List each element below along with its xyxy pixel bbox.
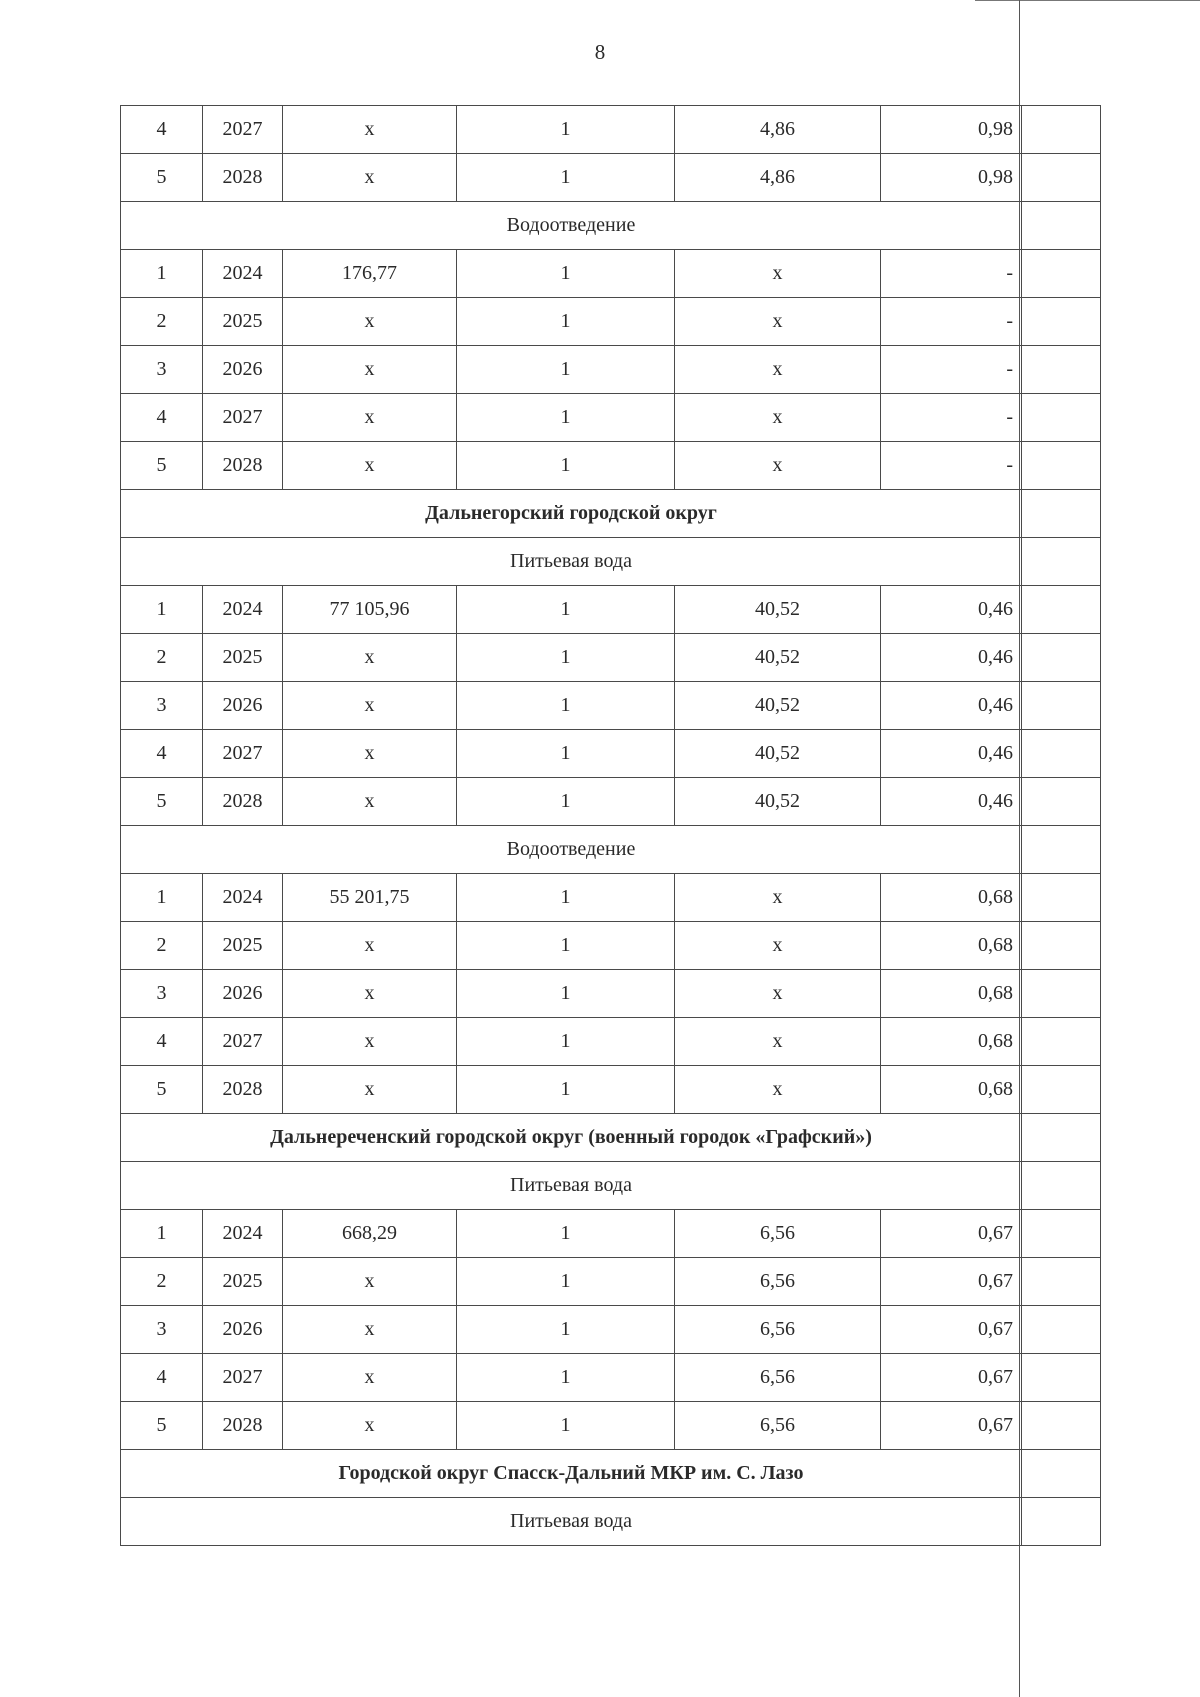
table-row <box>121 298 1101 346</box>
value-cell: 0,46 <box>881 778 1022 826</box>
value-cell: 0,68 <box>881 970 1022 1018</box>
year-cell: 2027 <box>203 730 283 778</box>
row-number-cell: 1 <box>121 1210 203 1258</box>
margin-cell <box>1022 250 1101 298</box>
value-cell: 40,52 <box>675 730 881 778</box>
index-cell: 1 <box>457 874 675 922</box>
value-cell: 0,68 <box>881 1018 1022 1066</box>
value-cell: 0,67 <box>881 1210 1022 1258</box>
table-row <box>121 634 1101 682</box>
row-number-cell: 1 <box>121 250 203 298</box>
value-cell: 0,68 <box>881 922 1022 970</box>
table-row <box>121 586 1101 634</box>
value-cell: x <box>283 730 457 778</box>
value-cell: 0,46 <box>881 682 1022 730</box>
index-cell: 1 <box>457 154 675 202</box>
row-number-cell: 5 <box>121 1402 203 1450</box>
margin-cell <box>1022 442 1101 490</box>
index-cell: 1 <box>457 394 675 442</box>
value-cell: 0,98 <box>881 154 1022 202</box>
year-cell: 2026 <box>203 682 283 730</box>
section-title: Дальнереченский городской округ (военный городок «Графский») <box>121 1114 1022 1162</box>
margin-cell <box>1022 1114 1101 1162</box>
value-cell: x <box>283 1018 457 1066</box>
value-cell: x <box>283 682 457 730</box>
table-row <box>121 970 1101 1018</box>
section-title: Питьевая вода <box>121 1498 1022 1546</box>
margin-cell <box>1022 1402 1101 1450</box>
value-cell: x <box>675 442 881 490</box>
value-cell: x <box>675 250 881 298</box>
margin-cell <box>1022 586 1101 634</box>
index-cell: 1 <box>457 442 675 490</box>
section-title: Питьевая вода <box>121 1162 1022 1210</box>
margin-cell <box>1022 154 1101 202</box>
value-cell: x <box>675 922 881 970</box>
value-cell: - <box>881 298 1022 346</box>
value-cell: 6,56 <box>675 1258 881 1306</box>
section-header-service <box>121 1498 1101 1546</box>
value-cell: 6,56 <box>675 1354 881 1402</box>
margin-cell <box>1022 874 1101 922</box>
value-cell: x <box>283 1306 457 1354</box>
table-row <box>121 1402 1101 1450</box>
value-cell: - <box>881 394 1022 442</box>
scan-edge-top <box>975 0 1200 1</box>
margin-cell <box>1022 538 1101 586</box>
value-cell: 0,67 <box>881 1306 1022 1354</box>
table-row <box>121 1306 1101 1354</box>
margin-cell <box>1022 922 1101 970</box>
margin-cell <box>1022 634 1101 682</box>
margin-cell <box>1022 1162 1101 1210</box>
index-cell: 1 <box>457 730 675 778</box>
year-cell: 2024 <box>203 586 283 634</box>
year-cell: 2027 <box>203 1354 283 1402</box>
row-number-cell: 3 <box>121 682 203 730</box>
value-cell: x <box>283 634 457 682</box>
value-cell: 0,67 <box>881 1354 1022 1402</box>
value-cell: 77 105,96 <box>283 586 457 634</box>
table-row <box>121 106 1101 154</box>
value-cell: 668,29 <box>283 1210 457 1258</box>
section-header-district <box>121 1114 1101 1162</box>
index-cell: 1 <box>457 298 675 346</box>
table-row <box>121 1018 1101 1066</box>
row-number-cell: 4 <box>121 1018 203 1066</box>
index-cell: 1 <box>457 586 675 634</box>
margin-cell <box>1022 346 1101 394</box>
value-cell: x <box>675 346 881 394</box>
section-header-district <box>121 1450 1101 1498</box>
index-cell: 1 <box>457 922 675 970</box>
value-cell: x <box>283 106 457 154</box>
value-cell: 4,86 <box>675 106 881 154</box>
index-cell: 1 <box>457 1018 675 1066</box>
year-cell: 2028 <box>203 154 283 202</box>
table-row <box>121 730 1101 778</box>
value-cell: x <box>675 394 881 442</box>
margin-cell <box>1022 1210 1101 1258</box>
table-row <box>121 154 1101 202</box>
year-cell: 2026 <box>203 970 283 1018</box>
tariff-table <box>120 105 1101 1546</box>
row-number-cell: 4 <box>121 730 203 778</box>
value-cell: x <box>283 970 457 1018</box>
value-cell: - <box>881 442 1022 490</box>
value-cell: x <box>675 1018 881 1066</box>
value-cell: 6,56 <box>675 1210 881 1258</box>
index-cell: 1 <box>457 1066 675 1114</box>
table-body <box>121 106 1101 1546</box>
table-row <box>121 1258 1101 1306</box>
row-number-cell: 3 <box>121 1306 203 1354</box>
value-cell: x <box>283 778 457 826</box>
row-number-cell: 5 <box>121 778 203 826</box>
value-cell: x <box>283 1258 457 1306</box>
value-cell: x <box>283 922 457 970</box>
year-cell: 2027 <box>203 1018 283 1066</box>
year-cell: 2028 <box>203 1402 283 1450</box>
row-number-cell: 4 <box>121 394 203 442</box>
row-number-cell: 3 <box>121 970 203 1018</box>
margin-cell <box>1022 1498 1101 1546</box>
index-cell: 1 <box>457 250 675 298</box>
table-row <box>121 394 1101 442</box>
margin-cell <box>1022 202 1101 250</box>
table-row <box>121 778 1101 826</box>
index-cell: 1 <box>457 1354 675 1402</box>
value-cell: 40,52 <box>675 682 881 730</box>
value-cell: 6,56 <box>675 1402 881 1450</box>
year-cell: 2028 <box>203 442 283 490</box>
margin-cell <box>1022 682 1101 730</box>
margin-cell <box>1022 1258 1101 1306</box>
row-number-cell: 5 <box>121 442 203 490</box>
value-cell: 0,68 <box>881 874 1022 922</box>
value-cell: x <box>675 874 881 922</box>
row-number-cell: 4 <box>121 1354 203 1402</box>
table-row <box>121 442 1101 490</box>
margin-cell <box>1022 1306 1101 1354</box>
value-cell: 176,77 <box>283 250 457 298</box>
value-cell: x <box>675 298 881 346</box>
value-cell: - <box>881 346 1022 394</box>
index-cell: 1 <box>457 1306 675 1354</box>
value-cell: 6,56 <box>675 1306 881 1354</box>
section-header-district <box>121 490 1101 538</box>
value-cell: 0,67 <box>881 1402 1022 1450</box>
table-row <box>121 1066 1101 1114</box>
value-cell: x <box>283 346 457 394</box>
value-cell: x <box>283 394 457 442</box>
margin-cell <box>1022 1450 1101 1498</box>
section-title: Городской округ Спасск-Дальний МКР им. С. Лазо <box>121 1450 1022 1498</box>
index-cell: 1 <box>457 778 675 826</box>
year-cell: 2025 <box>203 298 283 346</box>
year-cell: 2024 <box>203 1210 283 1258</box>
margin-cell <box>1022 490 1101 538</box>
value-cell: 0,46 <box>881 730 1022 778</box>
year-cell: 2025 <box>203 1258 283 1306</box>
year-cell: 2028 <box>203 1066 283 1114</box>
row-number-cell: 2 <box>121 922 203 970</box>
margin-cell <box>1022 1018 1101 1066</box>
year-cell: 2026 <box>203 346 283 394</box>
year-cell: 2027 <box>203 394 283 442</box>
index-cell: 1 <box>457 1402 675 1450</box>
value-cell: x <box>283 1402 457 1450</box>
year-cell: 2025 <box>203 634 283 682</box>
year-cell: 2024 <box>203 250 283 298</box>
row-number-cell: 1 <box>121 874 203 922</box>
row-number-cell: 2 <box>121 298 203 346</box>
value-cell: 0,67 <box>881 1258 1022 1306</box>
year-cell: 2027 <box>203 106 283 154</box>
section-header-service <box>121 202 1101 250</box>
year-cell: 2028 <box>203 778 283 826</box>
value-cell: 40,52 <box>675 586 881 634</box>
value-cell: 40,52 <box>675 778 881 826</box>
value-cell: x <box>283 154 457 202</box>
value-cell: 0,46 <box>881 634 1022 682</box>
row-number-cell: 2 <box>121 1258 203 1306</box>
margin-cell <box>1022 730 1101 778</box>
value-cell: 0,46 <box>881 586 1022 634</box>
margin-cell <box>1022 826 1101 874</box>
margin-cell <box>1022 1066 1101 1114</box>
section-header-service <box>121 826 1101 874</box>
margin-cell <box>1022 394 1101 442</box>
section-header-service <box>121 1162 1101 1210</box>
row-number-cell: 5 <box>121 1066 203 1114</box>
table-row <box>121 250 1101 298</box>
row-number-cell: 1 <box>121 586 203 634</box>
value-cell: x <box>283 1066 457 1114</box>
table-row <box>121 922 1101 970</box>
index-cell: 1 <box>457 634 675 682</box>
value-cell: - <box>881 250 1022 298</box>
index-cell: 1 <box>457 1258 675 1306</box>
value-cell: x <box>283 442 457 490</box>
value-cell: x <box>283 298 457 346</box>
table-row <box>121 1210 1101 1258</box>
index-cell: 1 <box>457 106 675 154</box>
value-cell: x <box>675 970 881 1018</box>
margin-cell <box>1022 106 1101 154</box>
index-cell: 1 <box>457 970 675 1018</box>
margin-cell <box>1022 970 1101 1018</box>
year-cell: 2026 <box>203 1306 283 1354</box>
table-row <box>121 874 1101 922</box>
row-number-cell: 3 <box>121 346 203 394</box>
year-cell: 2025 <box>203 922 283 970</box>
table-row <box>121 682 1101 730</box>
section-title: Водоотведение <box>121 826 1022 874</box>
table-row <box>121 346 1101 394</box>
index-cell: 1 <box>457 682 675 730</box>
page-number: 8 <box>594 40 606 64</box>
section-header-service <box>121 538 1101 586</box>
table-row <box>121 1354 1101 1402</box>
row-number-cell: 2 <box>121 634 203 682</box>
year-cell: 2024 <box>203 874 283 922</box>
section-title: Питьевая вода <box>121 538 1022 586</box>
margin-cell <box>1022 778 1101 826</box>
section-title: Дальнегорский городской округ <box>121 490 1022 538</box>
value-cell: 0,68 <box>881 1066 1022 1114</box>
margin-cell <box>1022 1354 1101 1402</box>
row-number-cell: 4 <box>121 106 203 154</box>
value-cell: 4,86 <box>675 154 881 202</box>
value-cell: 0,98 <box>881 106 1022 154</box>
value-cell: x <box>675 1066 881 1114</box>
value-cell: 55 201,75 <box>283 874 457 922</box>
value-cell: x <box>283 1354 457 1402</box>
section-title: Водоотведение <box>121 202 1022 250</box>
margin-cell <box>1022 298 1101 346</box>
index-cell: 1 <box>457 346 675 394</box>
row-number-cell: 5 <box>121 154 203 202</box>
value-cell: 40,52 <box>675 634 881 682</box>
index-cell: 1 <box>457 1210 675 1258</box>
